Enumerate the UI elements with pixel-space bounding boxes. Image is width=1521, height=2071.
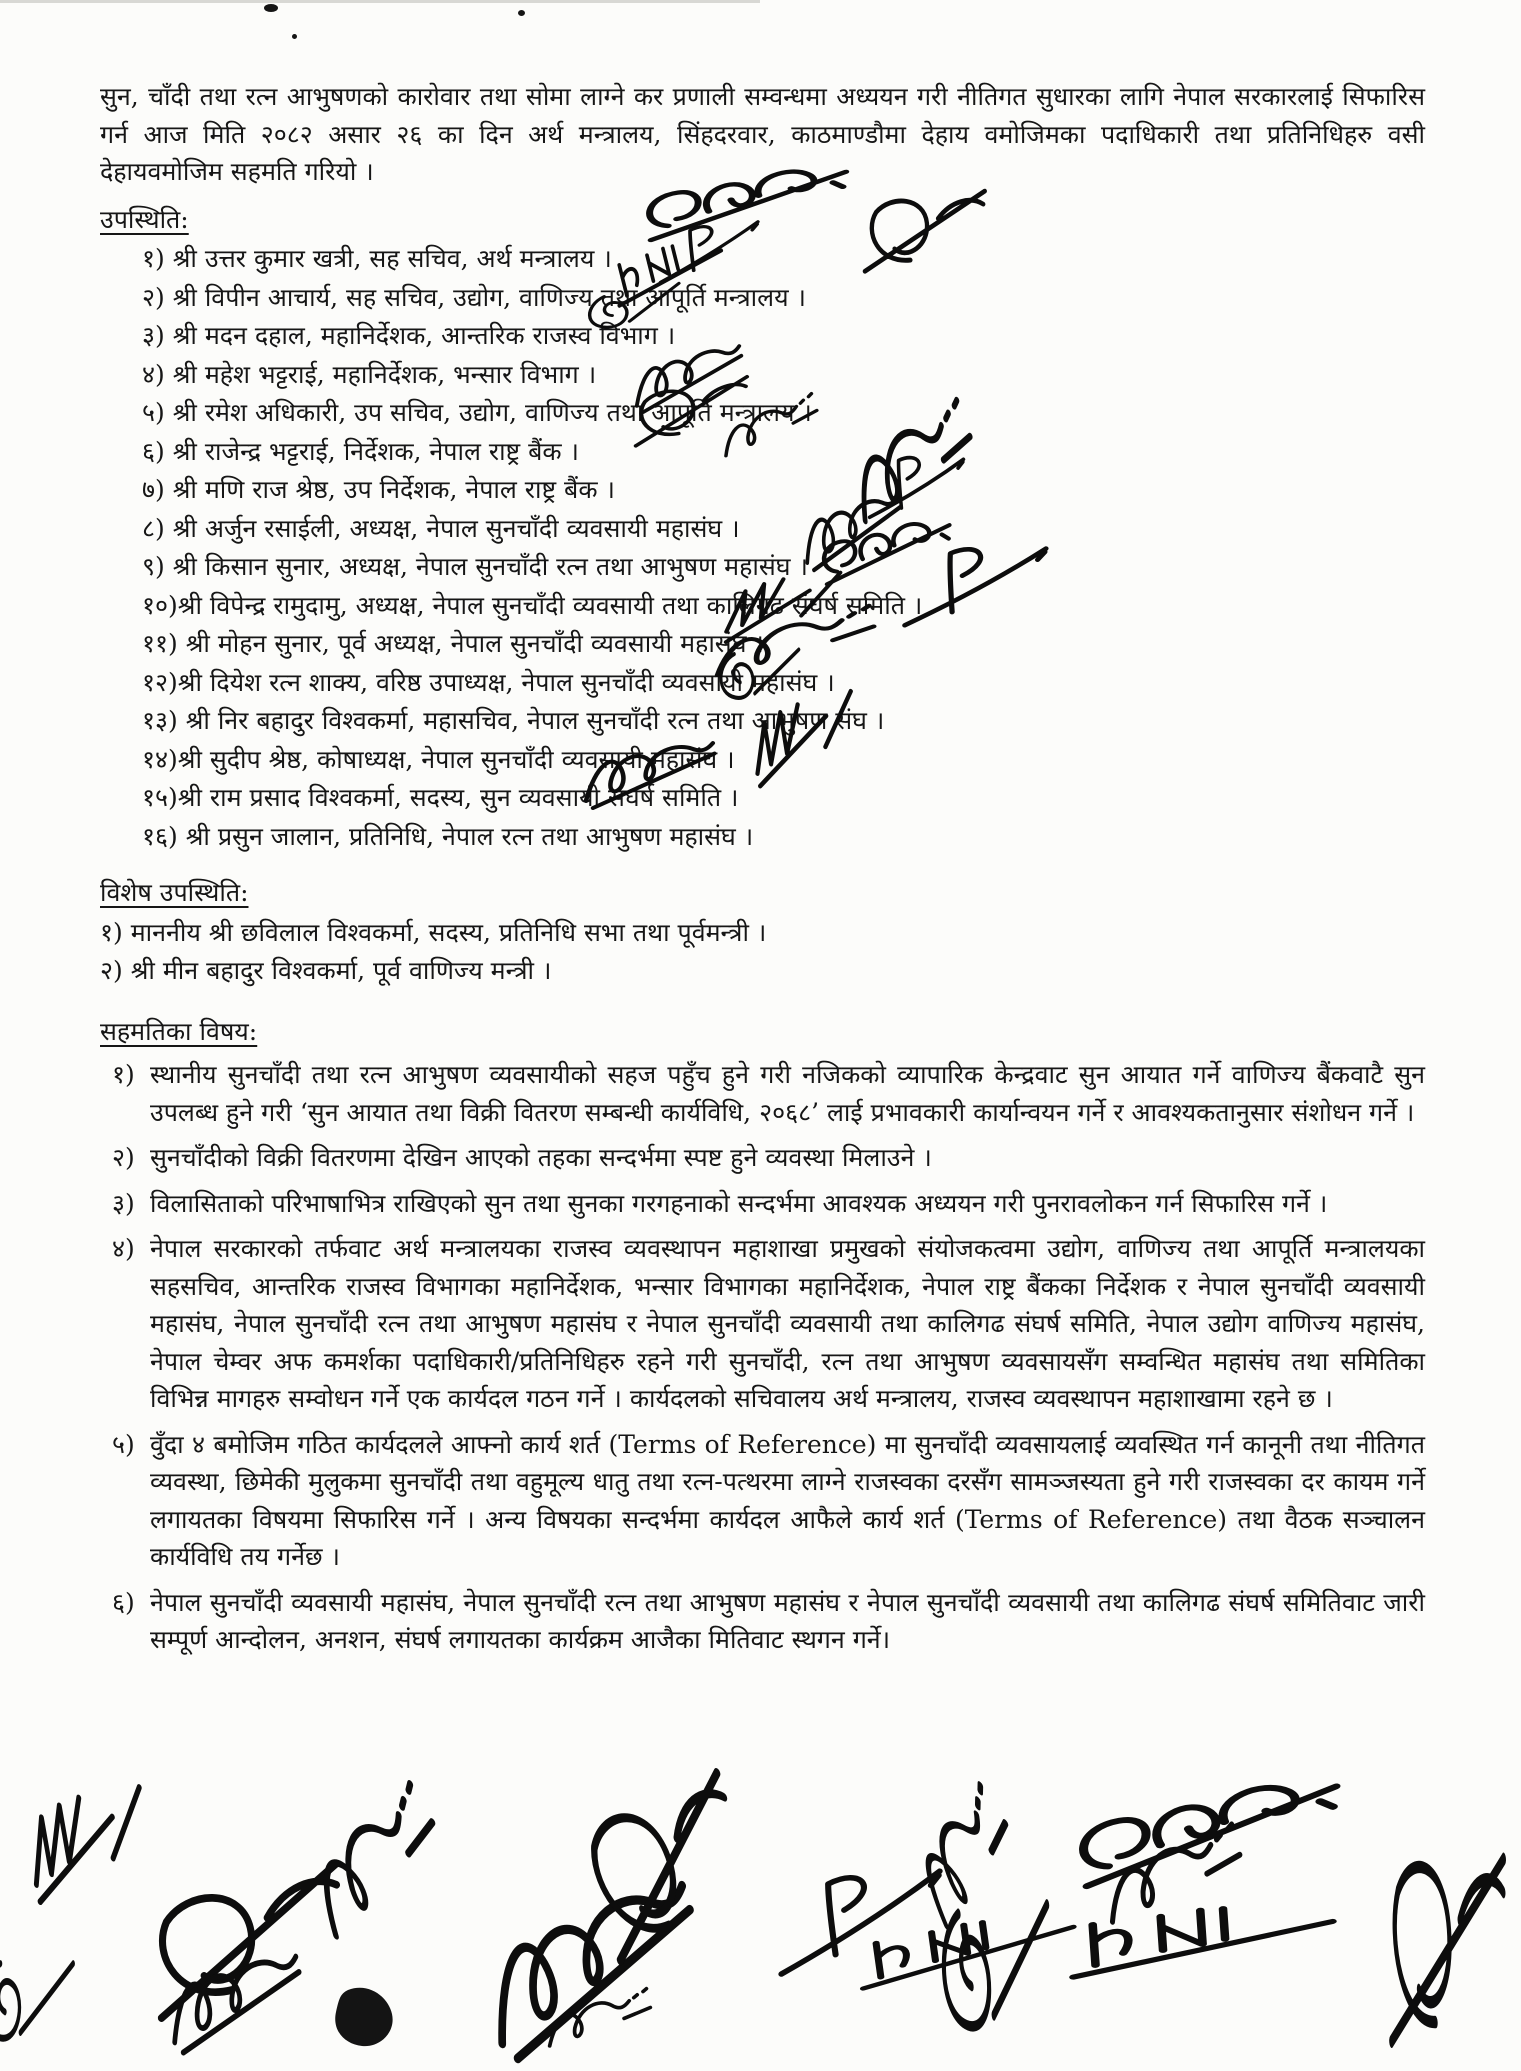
item-number: २)	[112, 1143, 135, 1172]
list-item: १) माननीय श्री छविलाल विश्वकर्मा, सदस्य, प्रतिनिधि सभा तथा पूर्वमन्त्री ।	[100, 917, 767, 947]
list-item	[112, 1230, 1425, 1418]
special-attendance-heading: विशेष उपस्थिति:	[100, 878, 249, 907]
scan-speck	[264, 4, 278, 12]
list-item: १४)श्री सुदीप श्रेष्ठ, कोषाध्यक्ष, नेपाल सुनचाँदी व्यवसायी महासंघ ।	[142, 744, 735, 774]
item-number: ५)	[112, 1429, 135, 1459]
signature	[0, 1756, 177, 1912]
item-text: विलासिताको परिभाषाभित्र राखिएको सुन तथा सुनका गरगहनाको सन्दर्भमा आवश्यक अध्ययन गरी पुनरावलोकन गर्न सिफारिस गर्ने ।	[150, 1188, 1328, 1218]
list-item: २) श्री मीन बहादुर विश्वकर्मा, पूर्व वाणिज्य मन्त्री ।	[100, 956, 552, 985]
item-number: ३)	[112, 1188, 135, 1218]
item-text: वुँदा ४ बमोजिम गठित कार्यदलले आफ्नो कार्य शर्त (Terms of Reference) मा सुनचाँदी व्यवसायलाई व्यवस्थित गर्न कानूनी तथा नीतिगत व्यवस्था, छिमेकी मुलुकमा सुनचाँदी तथा वहुमूल्य धातु तथा रत्न-पत्थरमा लाग्ने राजस्वका दरसँग सामञ्जस्यता हुने गरी राजस्वका दर कायम गर्ने लगायतका विषयमा सिफारिस गर्ने । अन्य विषयका सन्दर्भमा कार्यदल आफैले कार्य शर्त (Terms of Reference) तथा वैठक सञ्चालन कार्यविधि तय गर्नेछ ।	[150, 1429, 1425, 1571]
agreement-heading: सहमतिका विषय:	[100, 1016, 258, 1046]
list-item: ६) श्री राजेन्द्र भट्टराई, निर्देशक, नेपाल राष्ट्र बैंक ।	[142, 436, 579, 466]
signature	[919, 1861, 1072, 2049]
list-item: ४) श्री महेश भट्टराई, महानिर्देशक, भन्सार विभाग ।	[142, 359, 597, 389]
item-number: ४)	[112, 1234, 135, 1263]
attendance-heading: उपस्थिति:	[100, 204, 189, 234]
list-item: ११) श्री मोहन सुनार, पूर्व अध्यक्ष, नेपाल सुनचाँदी व्यवसायी महासंघ ।	[142, 629, 764, 658]
list-item: १३) श्री निर बहादुर विश्वकर्मा, महासचिव, नेपाल सुनचाँदी रत्न तथा आभुषण संघ ।	[142, 706, 885, 735]
item-text: नेपाल सरकारको तर्फवाट अर्थ मन्त्रालयका राजस्व व्यवस्थापन महाशाखा प्रमुखको संयोजकत्वमा उद्योग, वाणिज्य तथा आपूर्ति मन्त्रालयका सहसचिव, आन्तरिक राजस्व विभागका महानिर्देशक, भन्सार विभागका महानिर्देशक, नेपाल राष्ट्र बैंकका निर्देशक र नेपाल सुनचाँदी व्यवसायी महासंघ, नेपाल सुनचाँदी रत्न तथा आभुषण महासंघ र नेपाल सुनचाँदी व्यवसायी तथा कालिगढ संघर्ष समिति, नेपाल उद्योग वाणिज्य महासंघ, नेपाल चेम्वर अफ कमर्शका पदाधिकारी/प्रतिनिधिहरु रहने गरी सुनचाँदी, रत्न तथा आभुषण व्यवसायसँग सम्वन्धित महासंघ तथा समितिका विभिन्न मागहरु सम्वोधन गर्ने एक कार्यदल गठन गर्ने । कार्यदलको सचिवालय अर्थ मन्त्रालय, राजस्व व्यवस्थापन महाशाखामा रहने छ ।	[150, 1234, 1425, 1413]
item-text: स्थानीय सुनचाँदी तथा रत्न आभुषण व्यवसायीको सहज पहुँच हुने गरी नजिकको व्यापारिक केन्द्रवाट सुन आयात गर्ने वाणिज्य बैंकवाटै सुन उपलब्ध हुने गरी ‘सुन आयात तथा विक्री वितरण सम्बन्धी कार्यविधि, २०६८’ लाई प्रभावकारी कार्यान्वयन गर्ने र आवश्यकतानुसार संशोधन गर्ने ।	[150, 1060, 1425, 1127]
scan-speck	[518, 10, 525, 16]
list-item: १) श्री उत्तर कुमार खत्री, सह सचिव, अर्थ मन्त्रालय ।	[142, 244, 612, 273]
list-item	[112, 1185, 1425, 1223]
list-item: ५) श्री रमेश अधिकारी, उप सचिव, उद्योग, वाणिज्य तथा आपूर्ति मन्त्रालय ।	[142, 398, 812, 427]
item-text: नेपाल सुनचाँदी व्यवसायी महासंघ, नेपाल सुनचाँदी रत्न तथा आभुषण महासंघ र नेपाल सुनचाँदी व्यवसायी तथा कालिगढ संघर्ष समितिवाट जारी सम्पूर्ण आन्दोलन, अनशन, संघर्ष लगायतका कार्यक्रम आजैका मितिवाट स्थगन गर्ने।	[150, 1587, 1425, 1654]
list-item	[112, 1056, 1425, 1131]
special-attendance-list	[100, 914, 1425, 991]
ink-blob	[328, 1982, 400, 2048]
item-number: ६)	[112, 1587, 135, 1617]
item-number: १)	[112, 1060, 135, 1089]
list-item: ७) श्री मणि राज श्रेष्ठ, उप निर्देशक, नेपाल राष्ट्र बैंक ।	[142, 475, 615, 504]
list-item	[112, 1139, 1425, 1177]
list-item: ८) श्री अर्जुन रसाईली, अध्यक्ष, नेपाल सुनचाँदी व्यवसायी महासंघ ।	[142, 513, 740, 543]
list-item: १०)श्री विपेन्द्र रामुदामु, अध्यक्ष, नेपाल सुनचाँदी व्यवसायी तथा कालिगढ संघर्ष समिति ।	[142, 590, 923, 620]
list-item: १५)श्री राम प्रसाद विश्वकर्मा, सदस्य, सुन व्यवसायी संघर्ष समिति ।	[142, 783, 739, 812]
signature	[0, 1936, 82, 2051]
scan-speck	[292, 34, 297, 39]
signature	[1369, 1833, 1521, 2050]
list-item	[112, 1426, 1425, 1576]
list-item: ९) श्री किसान सुनार, अध्यक्ष, नेपाल सुनचाँदी रत्न तथा आभुषण महासंघ ।	[142, 552, 808, 581]
signature	[848, 181, 1001, 276]
list-item: ३) श्री मदन दहाल, महानिर्देशक, आन्तरिक राजस्व विभाग ।	[142, 321, 676, 350]
intro-paragraph: सुन, चाँदी तथा रत्न आभुषणको कारोवार तथा सोमा लाग्ने कर प्रणाली सम्वन्धमा अध्ययन गरी नीतिगत सुधारका लागि नेपाल सरकारलाई सिफारिस गर्न आज मिति २०८२ असार २६ का दिन अर्थ मन्त्रालय, सिंहदरवार, काठमाण्डौमा देहाय वमोजिमका पदाधिकारी तथा प्रतिनिधिहरु वसी देहायवमोजिम सहमति गरियो ।	[100, 82, 1425, 186]
list-item: १६) श्री प्रसुन जालान, प्रतिनिधि, नेपाल रत्न तथा आभुषण महासंघ ।	[142, 821, 754, 851]
list-item: २) श्री विपीन आचार्य, सह सचिव, उद्योग, वाणिज्य तथा आपूर्ति मन्त्रालय ।	[142, 282, 807, 312]
list-item: १२)श्री दियेश रत्न शाक्य, वरिष्ठ उपाध्यक्ष, नेपाल सुनचाँदी व्यवसायी महासंघ ।	[142, 667, 835, 697]
list-item	[112, 1584, 1425, 1659]
agreement-list	[100, 1056, 1425, 1659]
item-text: सुनचाँदीको विक्री वितरणमा देखिन आएको तहका सन्दर्भमा स्पष्ट हुने व्यवस्था मिलाउने ।	[150, 1143, 932, 1172]
